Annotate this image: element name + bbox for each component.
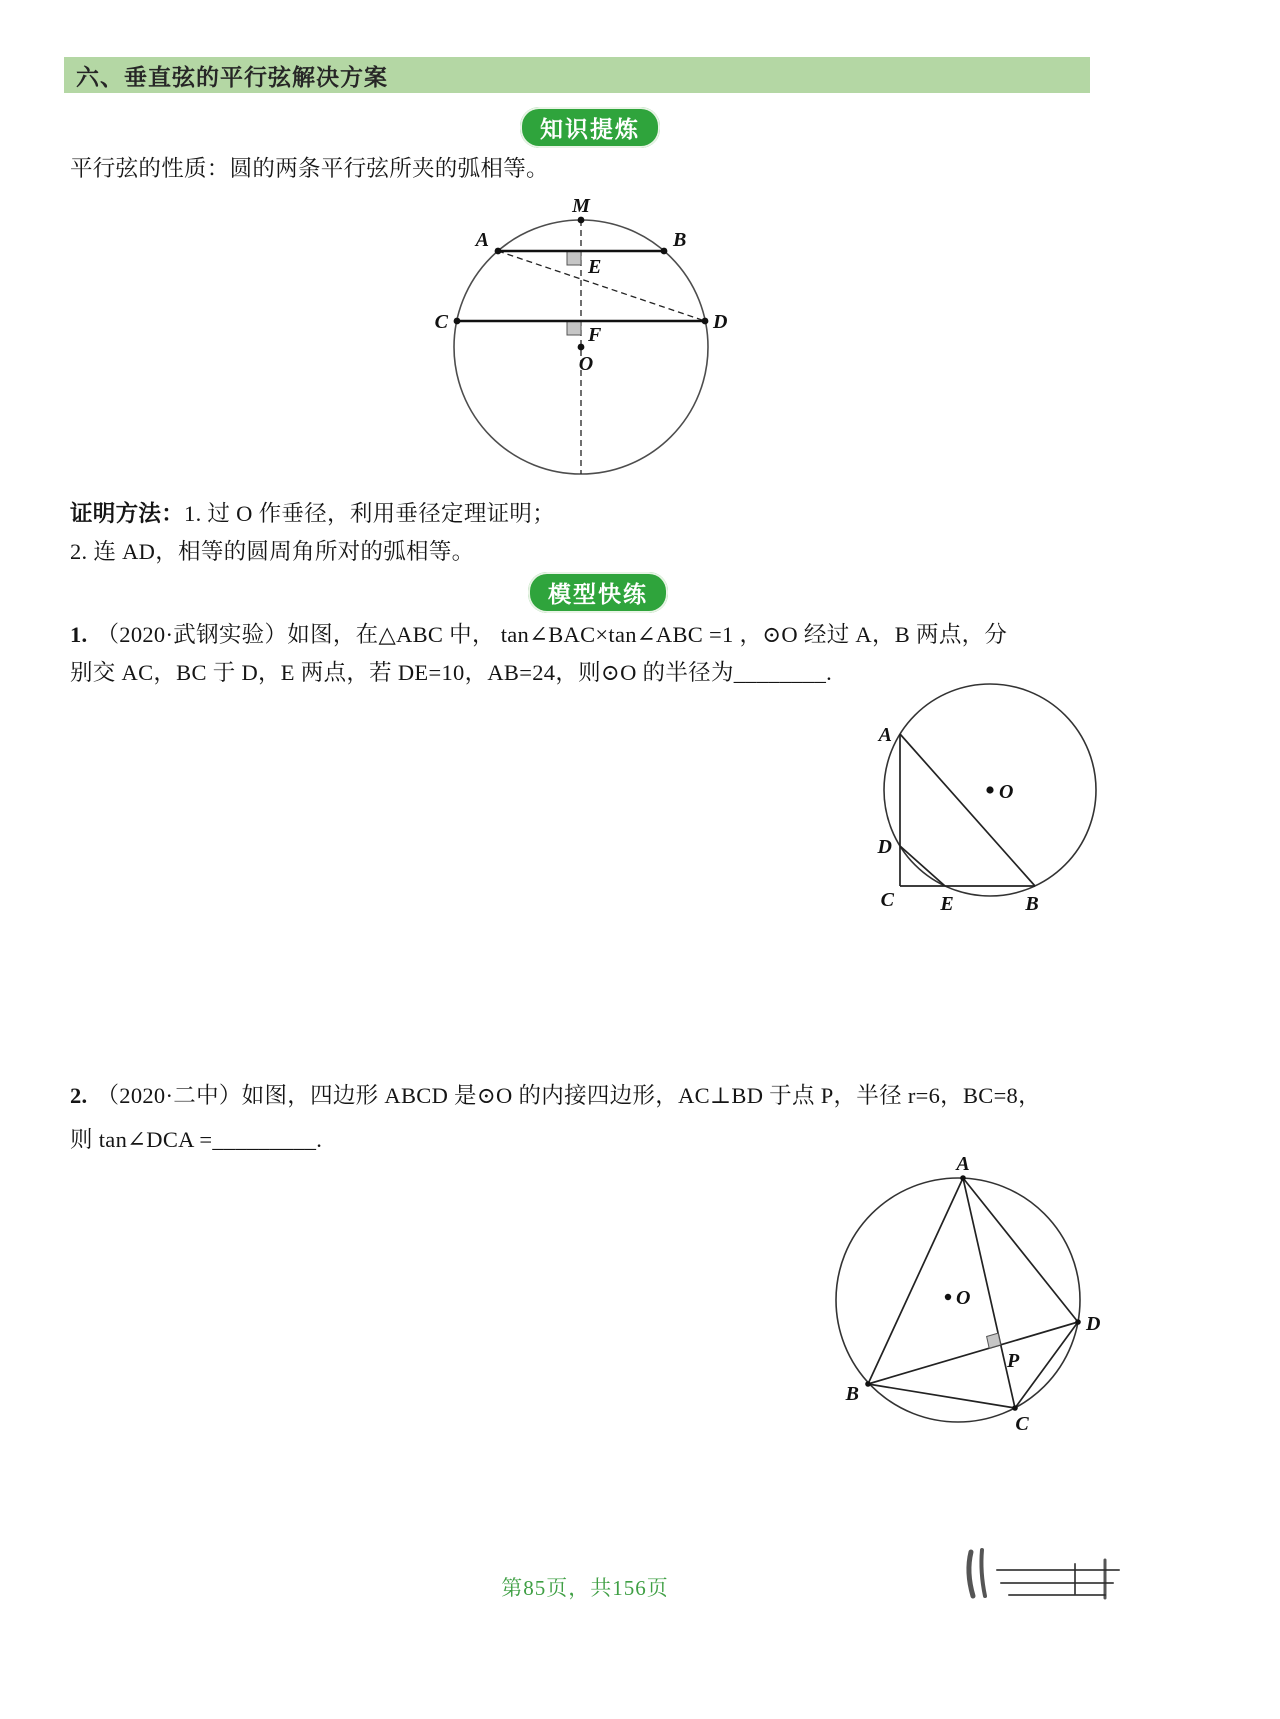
side-bc xyxy=(868,1384,1015,1408)
side-da xyxy=(963,1178,1078,1322)
chord-de xyxy=(900,846,945,886)
label-d: D xyxy=(1086,1313,1101,1335)
scribble-stroke xyxy=(969,1552,973,1596)
property-text: 平行弦的性质：圆的两条平行弦所夹的弧相等。 xyxy=(70,156,549,181)
problem1-number: 1. xyxy=(70,622,88,647)
right-angle-marker-e xyxy=(567,251,581,265)
problem2-diagram xyxy=(818,1153,1110,1450)
label-o: O xyxy=(956,1287,971,1309)
stamp-watermark-scribble xyxy=(955,1542,1145,1612)
proof-step1: 1. 过 O 作垂径，利用垂径定理证明； xyxy=(184,501,556,526)
problem2-text1: （2020·二中）如图，四边形 ABCD 是⊙O 的内接四边形，AC⊥BD 于点 P，半径 r=6，BC=8， xyxy=(96,1083,1041,1108)
proof-method-label: 证明方法： xyxy=(70,501,185,526)
diagonal-bd xyxy=(868,1322,1078,1384)
point-c-dot xyxy=(454,318,461,325)
label-c: C xyxy=(434,311,448,333)
center-o-dot xyxy=(578,344,585,351)
label-b: B xyxy=(673,229,687,251)
label-o: O xyxy=(578,353,594,375)
problem1-line1 xyxy=(70,617,1007,649)
page-number: 第85页，共156页 xyxy=(501,1576,669,1600)
side-cd xyxy=(1015,1322,1078,1408)
center-o-dot xyxy=(986,786,993,793)
label-c: C xyxy=(1015,1413,1029,1435)
label-o: O xyxy=(999,781,1014,803)
point-d-dot xyxy=(702,318,709,325)
label-a: A xyxy=(878,724,892,746)
label-c: C xyxy=(880,889,894,911)
point-c-dot xyxy=(1012,1405,1018,1411)
point-d-dot xyxy=(1075,1319,1081,1325)
practice-badge: 模型快练 xyxy=(528,572,668,613)
problem1-text1: （2020·武钢实验）如图，在△ABC 中， tan∠BAC×tan∠ABC =1 ，⊙O 经过 A，B 两点，分 xyxy=(96,622,1008,647)
label-e: E xyxy=(940,893,954,915)
section-title: 六、垂直弦的平行弦解决方案 xyxy=(76,63,388,90)
label-a: A xyxy=(956,1153,970,1175)
label-d: D xyxy=(877,836,892,858)
proof-method-line1 xyxy=(70,496,555,528)
problem2-number: 2. xyxy=(70,1083,88,1108)
side-ab xyxy=(868,1178,963,1384)
problem2-line2: 则 tan∠DCA =_________. xyxy=(70,1127,323,1152)
center-o-dot xyxy=(945,1294,951,1300)
label-f: F xyxy=(588,324,602,346)
label-a: A xyxy=(475,229,489,251)
point-a-dot xyxy=(960,1175,966,1181)
parallel-chords-diagram xyxy=(430,195,740,487)
label-p: P xyxy=(1007,1350,1020,1372)
diagonal-ac xyxy=(963,1178,1015,1408)
right-angle-marker-f xyxy=(567,321,581,335)
label-b: B xyxy=(1025,893,1039,915)
problem2-line1 xyxy=(70,1078,1041,1110)
problem1-diagram xyxy=(850,668,1130,920)
point-b-dot xyxy=(661,248,668,255)
proof-method-line2: 2. 连 AD，相等的圆周角所对的弧相等。 xyxy=(70,539,475,564)
knowledge-badge: 知识提炼 xyxy=(520,107,660,148)
right-angle-marker-p xyxy=(987,1333,1001,1348)
section-header xyxy=(64,57,1090,93)
label-e: E xyxy=(588,256,602,278)
problem1-line2: 别交 AC，BC 于 D，E 两点，若 DE=10，AB=24，则⊙O 的半径为________. xyxy=(70,660,833,685)
label-b: B xyxy=(845,1383,859,1405)
point-b-dot xyxy=(865,1381,871,1387)
scribble-stroke xyxy=(981,1550,985,1596)
label-m: M xyxy=(572,195,590,217)
point-a-dot xyxy=(495,248,502,255)
point-m-dot xyxy=(578,217,585,224)
label-d: D xyxy=(713,311,728,333)
